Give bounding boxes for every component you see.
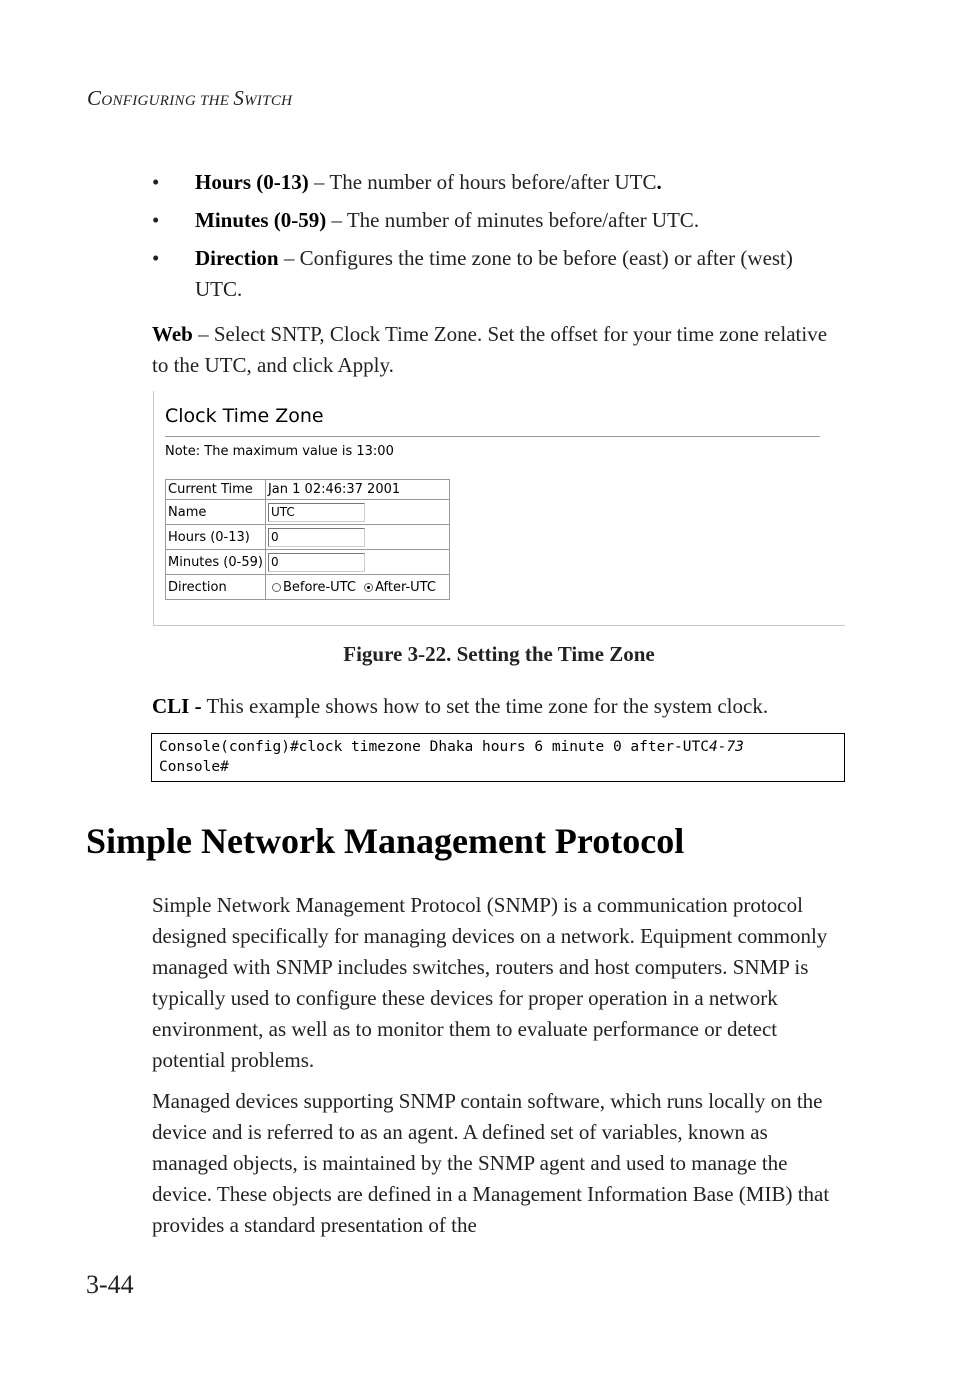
running-header-rest-2: WITCH (244, 93, 293, 109)
table-row (166, 480, 450, 500)
list-item (152, 243, 842, 305)
cli-text: This example shows how to set the time zone for the system clock. (201, 694, 769, 718)
title-divider (165, 436, 820, 437)
code-line (159, 737, 837, 757)
clock-time-zone-screenshot (153, 391, 845, 626)
table-row (166, 525, 450, 550)
web-label: Web (152, 322, 193, 346)
code-line: Console# (159, 759, 229, 775)
running-header-initial-1: C (87, 86, 102, 110)
section-heading: Simple Network Management Protocol (86, 821, 685, 861)
term-direction: Direction (195, 246, 279, 270)
time-zone-form (165, 479, 450, 600)
table-row (166, 575, 450, 600)
figure-note: Note: The maximum value is 13:00 (165, 444, 394, 459)
body-paragraph: Simple Network Management Protocol (SNMP) is a communication protocol designed specifically for managing devices on a network. Equipment commonly managed with SNMP includes switches, routers and host computers. SNMP is typically used to configure these devices for proper operation in a network environment, as well as to monitor them to evaluate performance or detect potential problems. (152, 893, 828, 1072)
table-row (166, 500, 450, 525)
minutes-label: Minutes (0-59) (166, 550, 266, 575)
current-time-label: Current Time (166, 480, 266, 500)
before-utc-radio[interactable] (272, 583, 281, 592)
hours-input[interactable]: 0 (268, 528, 365, 547)
minutes-input[interactable]: 0 (268, 553, 365, 572)
table-row (166, 550, 450, 575)
direction-label: Direction (166, 575, 266, 600)
cli-code-block (151, 733, 845, 782)
running-header-initial-2: S (233, 86, 245, 110)
list-item (152, 205, 842, 236)
cli-instructions (152, 691, 844, 722)
code-page-reference: 4-73 (708, 739, 744, 755)
hours-label: Hours (0-13) (166, 525, 266, 550)
list-item (152, 167, 842, 198)
term-minutes: Minutes (0-59) (195, 208, 327, 232)
after-utc-label: After-UTC (375, 579, 436, 595)
name-label: Name (166, 500, 266, 525)
figure-title: Clock Time Zone (165, 405, 324, 427)
term-hours: Hours (0-13) (195, 170, 309, 194)
name-input[interactable]: UTC (268, 503, 365, 522)
web-instructions (152, 319, 844, 381)
running-header-rest-1: ONFIGURING THE (101, 93, 234, 109)
body-paragraph: Managed devices supporting SNMP contain software, which runs locally on the device and is referred to as an agent. A defined set of variables, known as managed objects, is maintained by the SNMP agent and used to manage the device. These objects are defined in a Management Information Base (MIB) that provides a standard presentation of the (152, 1089, 830, 1237)
period: . (656, 170, 662, 194)
cli-label: CLI - (152, 694, 202, 718)
current-time-value: Jan 1 02:46:37 2001 (265, 480, 449, 500)
code-command: Console(config)#clock timezone Dhaka hours 6 minute 0 after-UTC (159, 739, 709, 755)
description-minutes: – The number of minutes before/after UTC. (326, 208, 700, 232)
running-header (87, 86, 292, 111)
description-hours: – The number of hours before/after UTC (308, 170, 657, 194)
before-utc-label: Before-UTC (282, 579, 356, 595)
parameter-list (152, 167, 842, 312)
page-number: 3-44 (86, 1270, 134, 1299)
web-text: – Select SNTP, Clock Time Zone. Set the offset for your time zone relative to the UTC, and click Apply. (152, 322, 828, 377)
after-utc-radio[interactable] (364, 583, 373, 592)
figure-caption: Figure 3-22. Setting the Time Zone (343, 642, 655, 666)
description-direction: – Configures the time zone to be before (east) or after (west) UTC. (195, 246, 793, 301)
